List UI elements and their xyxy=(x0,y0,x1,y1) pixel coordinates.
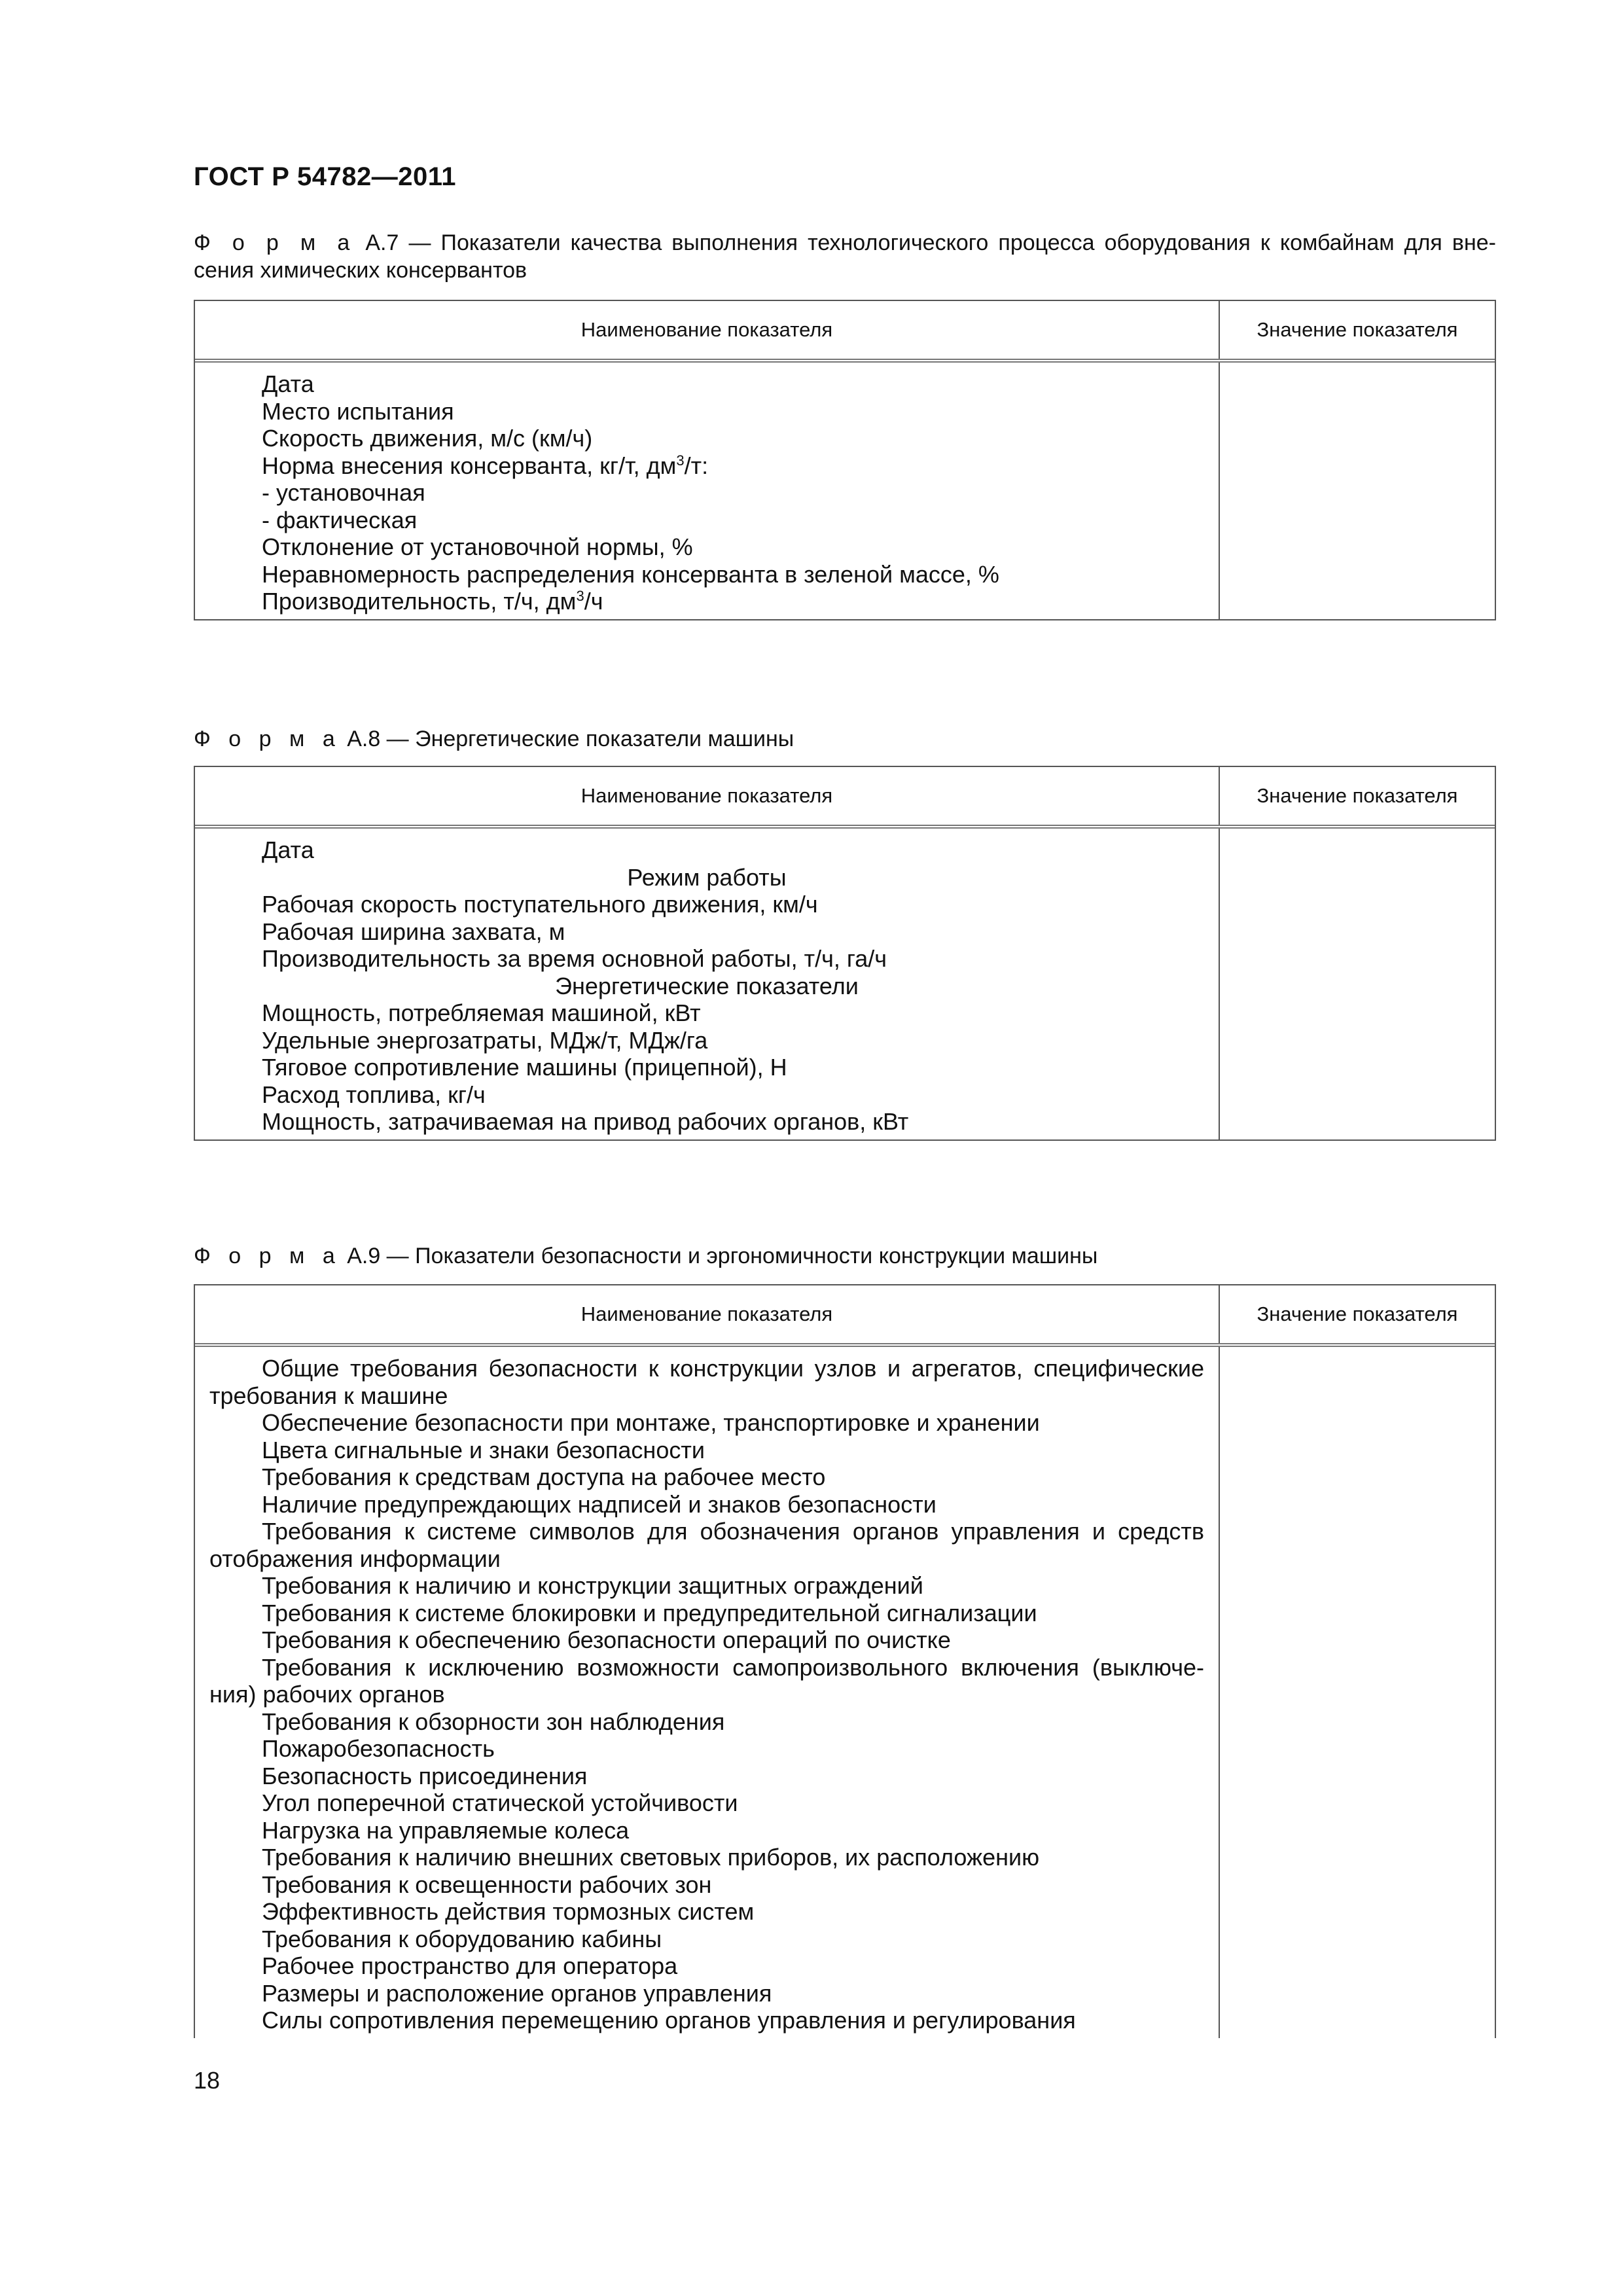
indicator-row: Пожаробезопасность xyxy=(262,1735,495,1762)
indicator-row: Отклонение от установочной нормы, % xyxy=(262,533,693,560)
indicator-row: Требования к системе символов для обозначения органов управления и средств отображения информации xyxy=(209,1518,1204,1572)
indicator-row: Общие требования безопасности к конструкции узлов и агрегатов, специфические требования к машине xyxy=(209,1355,1204,1409)
indicator-row: Производительность, т/ч, $дм^3/ч$ xyxy=(262,588,603,615)
table-body xyxy=(195,363,1495,619)
indicator-row: Требования к системе блокировки и предупредительной сигнализации xyxy=(262,1599,1037,1626)
page-number: 18 xyxy=(194,2067,221,2094)
column-header-name: Наименование показателя xyxy=(195,1285,1220,1343)
indicator-row: Дата xyxy=(262,370,314,397)
indicator-row: Энергетические показатели xyxy=(555,972,859,999)
indicator-row: Требования к обзорности зон наблюдения xyxy=(262,1708,725,1735)
indicator-row: Обеспечение безопасности при монтаже, транспортировке и хранении xyxy=(262,1409,1040,1436)
indicator-names-cell xyxy=(195,829,1220,1139)
form-a9-label: Ф о р м а xyxy=(194,1244,341,1268)
column-header-value: Значение показателя xyxy=(1257,318,1458,341)
column-header-value: Значение показателя xyxy=(1257,1302,1458,1325)
indicator-row: Норма внесения консерванта, кг/т, $дм^3/т$: xyxy=(262,452,709,479)
form-a9-title: А.9 — Показатели безопасности и эргономичности конструкции машины xyxy=(347,1244,1098,1268)
indicator-row: Силы сопротивления перемещению органов управления и регулирования xyxy=(262,2007,1076,2034)
table-body xyxy=(195,1347,1495,2038)
indicator-row: Удельные энергозатраты, МДж/т, МДж/га xyxy=(262,1026,708,1054)
indicator-row: Требования к обеспечению безопасности операций по очистке xyxy=(262,1626,951,1653)
table-header xyxy=(195,1285,1495,1347)
table-header xyxy=(195,767,1495,829)
table-header xyxy=(195,301,1495,363)
form-a8-table xyxy=(194,766,1496,1141)
column-header-name: Наименование показателя xyxy=(195,301,1220,359)
column-header-value: Значение показателя xyxy=(1257,784,1458,807)
indicator-row: Эффективность действия тормозных систем xyxy=(262,1898,755,1925)
document-code: ГОСТ Р 54782—2011 xyxy=(194,162,456,191)
indicator-row: Расход топлива, кг/ч xyxy=(262,1081,486,1108)
indicator-row: Неравномерность распределения консерванта в зеленой массе, % xyxy=(262,560,999,588)
indicator-row: Режим работы xyxy=(627,863,787,891)
form-a7-title: А.7 — Показатели качества выполнения технологического процесса оборудования к комбайнам для вне-сения химических консервантов xyxy=(194,230,1496,283)
indicator-row: Безопасность присоединения xyxy=(262,1762,588,1789)
indicator-row: Рабочая ширина захвата, м xyxy=(262,918,565,945)
indicator-row: Требования к средствам доступа на рабочее место xyxy=(262,1463,826,1490)
indicator-values-cell xyxy=(1220,829,1495,1139)
form-a9-table xyxy=(194,1284,1496,2038)
indicator-row: - установочная xyxy=(262,479,425,506)
form-a7-label: Ф о р м а xyxy=(194,230,356,255)
indicator-row: Скорость движения, м/с (км/ч) xyxy=(262,425,593,452)
indicator-row: Тяговое сопротивление машины (прицепной), Н xyxy=(262,1054,787,1081)
indicator-names-cell xyxy=(195,1347,1220,2038)
indicator-row: Размеры и расположение органов управления xyxy=(262,1979,772,2007)
form-a7-caption xyxy=(194,229,1496,284)
indicator-row: Наличие предупреждающих надписей и знаков безопасности xyxy=(262,1490,936,1518)
indicator-row: Цвета сигнальные и знаки безопасности xyxy=(262,1436,705,1463)
indicator-row: - фактическая xyxy=(262,506,418,533)
form-a7-table xyxy=(194,300,1496,620)
indicator-row: Требования к освещенности рабочих зон xyxy=(262,1871,712,1898)
indicator-row: Требования к наличию и конструкции защитных ограждений xyxy=(262,1572,923,1599)
table-body xyxy=(195,829,1495,1139)
form-a8-title: А.8 — Энергетические показатели машины xyxy=(347,726,794,751)
indicator-row: Рабочая скорость поступательного движения, км/ч xyxy=(262,891,818,918)
indicator-row: Требования к исключению возможности самопроизвольного включения (выключе-ния) рабочих органов xyxy=(209,1653,1204,1708)
indicator-names-cell xyxy=(195,363,1220,619)
indicator-row: Производительность за время основной работы, т/ч, га/ч xyxy=(262,945,887,972)
indicator-row: Мощность, затрачиваемая на привод рабочих органов, кВт xyxy=(262,1108,909,1135)
column-header-name: Наименование показателя xyxy=(195,767,1220,825)
indicator-values-cell xyxy=(1220,1347,1495,2038)
indicator-values-cell xyxy=(1220,363,1495,619)
indicator-row: Угол поперечной статической устойчивости xyxy=(262,1789,738,1816)
indicator-row: Дата xyxy=(262,836,314,863)
indicator-row: Нагрузка на управляемые колеса xyxy=(262,1816,630,1844)
indicator-row: Требования к оборудованию кабины xyxy=(262,1925,662,1952)
indicator-row: Место испытания xyxy=(262,397,454,425)
indicator-row: Рабочее пространство для оператора xyxy=(262,1952,678,1979)
form-a8-caption xyxy=(194,725,1496,753)
form-a8-label: Ф о р м а xyxy=(194,726,341,751)
indicator-row: Мощность, потребляемая машиной, кВт xyxy=(262,999,701,1026)
indicator-row: Требования к наличию внешних световых приборов, их расположению xyxy=(262,1844,1040,1871)
form-a9-caption xyxy=(194,1242,1496,1270)
